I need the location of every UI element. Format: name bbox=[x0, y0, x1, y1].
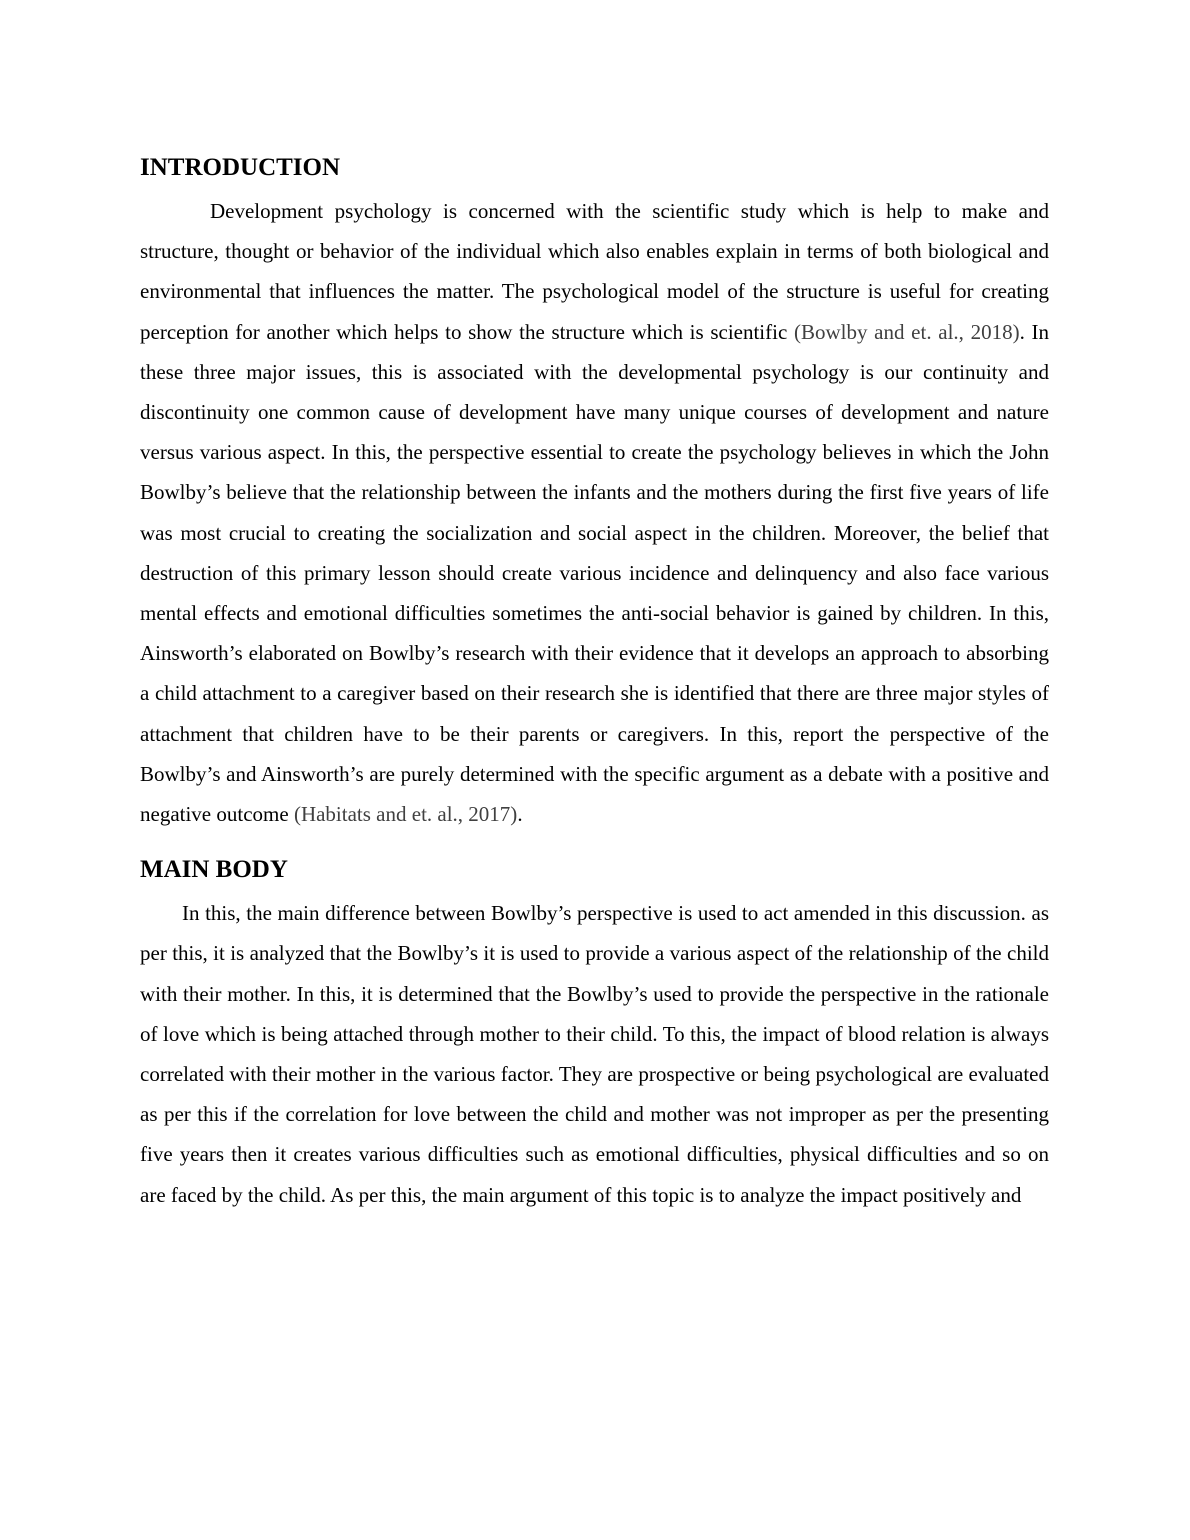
document-page bbox=[140, 148, 1049, 1215]
citation-habitats-2017: (Habitats and et. al., 2017) bbox=[293, 802, 518, 827]
main-body-heading: MAIN BODY bbox=[140, 856, 288, 884]
intro-text-part2: . In these three major issues, this is associated with the developmental psychology is our continuity and discontinuity one common cause of development have many unique courses of development and nature versus various aspect. In this, the perspective essential to create the psychology believes in which the John Bowlby’s believe that the relationship between the infants and the mothers during the first five years of life was most crucial to creating the socialization and social aspect in the children. Moreover, the belief that destruction of this primary lesson should create various incidence and delinquency and also face various mental effects and emotional difficulties sometimes the anti-social behavior is gained by children. In this, Ainsworth’s elaborated on Bowlby’s research with their evidence that it develops an approach to absorbing a child attachment to a caregiver based on their research she is identified that there are three major styles of attachment that children have to be their parents or caregivers. In this, report the perspective of the Bowlby’s and Ainsworth’s are purely determined with the specific argument as a debate with a positive and negative outcome bbox=[140, 319, 1050, 827]
introduction-heading: INTRODUCTION bbox=[140, 154, 341, 181]
introduction-paragraph bbox=[140, 191, 1049, 834]
section-spacer bbox=[140, 834, 1049, 850]
intro-text-part1: Development psychology is concerned with the scientific study which is help to make and structure, thought or behavior of the individual which also enables explain in terms of both biological and environmental that influences the matter. The psychological model of the structure is useful for creating perception for another which helps to show the structure which is scientific bbox=[140, 199, 1049, 344]
citation-bowlby-2018: (Bowlby and et. al., 2018) bbox=[793, 319, 1020, 344]
intro-text-part3: . bbox=[517, 802, 523, 827]
main-body-paragraph: In this, the main difference between Bowlby’s perspective is used to act amended in this discussion. as per this, it is analyzed that the Bowlby’s it is used to provide a various aspect of the relationship of the child with their mother. In this, it is determined that the Bowlby’s used to provide the perspective in the rationale of love which is being attached through mother to their child. To this, the impact of blood relation is always correlated with their mother in the various factor. They are prospective or being psychological are evaluated as per this if the correlation for love between the child and mother was not improper as per the presenting five years then it creates various difficulties such as emotional difficulties, physical difficulties and so on are faced by the child. As per this, the main argument of this topic is to analyze the impact positively and bbox=[140, 901, 1049, 1207]
